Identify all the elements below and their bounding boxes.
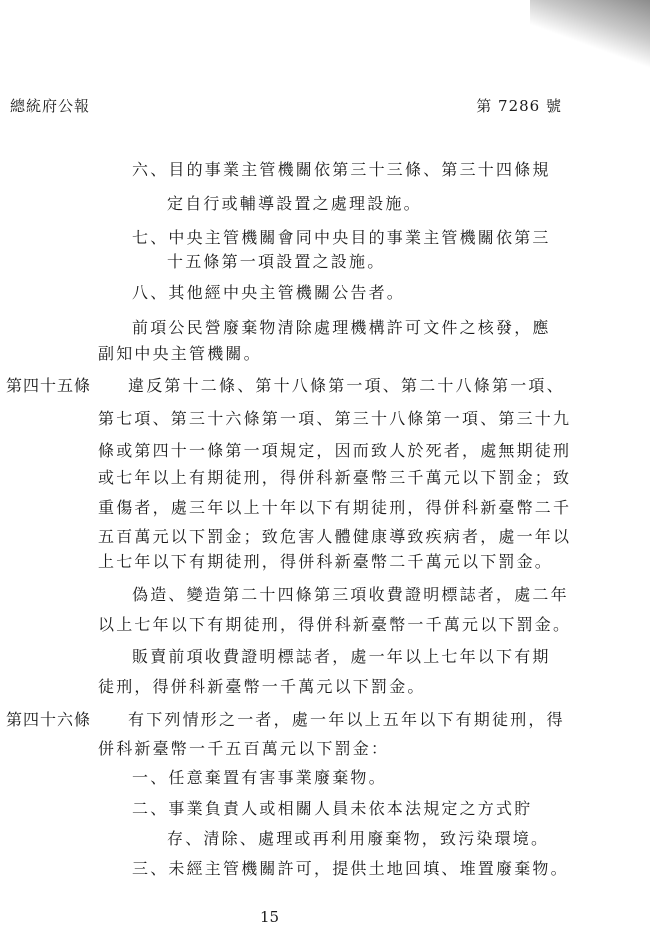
- text-line: 條或第四十一條第一項規定，因而致人於死者，處無期徒刑: [98, 441, 572, 460]
- article-46-heading: 第四十六條: [6, 710, 92, 729]
- text-line: 重傷者，處三年以上十年以下有期徒刑，得併科新臺幣二千: [98, 498, 572, 517]
- text-line: 偽造、變造第二十四條第三項收費證明標誌者，處二年: [132, 585, 569, 604]
- text-line: 併科新臺幣一千五百萬元以下罰金：: [98, 739, 390, 758]
- text-line: 五百萬元以下罰金；致危害人體健康導致疾病者，處一年以: [98, 527, 572, 546]
- text-line: 六、目的事業主管機關依第三十三條、第三十四條規: [132, 160, 551, 179]
- issue-number: 第 7286 號: [476, 97, 562, 115]
- text-line: 二、事業負責人或相關人員未依本法規定之方式貯: [132, 799, 533, 818]
- page-number: 15: [260, 908, 280, 926]
- text-line: 販賣前項收費證明標誌者，處一年以上七年以下有期: [132, 647, 551, 666]
- text-line: 第七項、第三十六條第一項、第三十八條第一項、第三十九: [98, 409, 572, 428]
- text-line: 定自行或輔導設置之處理設施。: [167, 194, 422, 213]
- text-line: 一、任意棄置有害事業廢棄物。: [132, 768, 387, 787]
- text-line: 前項公民營廢棄物清除處理機構許可文件之核發，應: [132, 318, 551, 337]
- text-line: 有下列情形之一者，處一年以上五年以下有期徒刑，得: [128, 710, 565, 729]
- text-line: 副知中央主管機關。: [98, 344, 262, 363]
- text-line: 八、其他經中央主管機關公告者。: [132, 283, 406, 302]
- gazette-title: 總統府公報: [10, 97, 91, 115]
- text-line: 十五條第一項設置之設施。: [167, 252, 386, 271]
- text-line: 上七年以下有期徒刑，得併科新臺幣二千萬元以下罰金。: [98, 552, 554, 571]
- article-45-heading: 第四十五條: [6, 376, 92, 395]
- text-line: 或七年以上有期徒刑，得併科新臺幣三千萬元以下罰金；致: [98, 468, 572, 487]
- text-line: 違反第十二條、第十八條第一項、第二十八條第一項、: [128, 376, 565, 395]
- text-line: 三、未經主管機關許可，提供土地回填、堆置廢棄物。: [132, 859, 569, 878]
- text-line: 七、中央主管機關會同中央目的事業主管機關依第三: [132, 228, 551, 247]
- text-line: 徒刑，得併科新臺幣一千萬元以下罰金。: [98, 677, 426, 696]
- text-line: 以上七年以下有期徒刑，得併科新臺幣一千萬元以下罰金。: [98, 615, 572, 634]
- text-line: 存、清除、處理或再利用廢棄物，致污染環境。: [167, 829, 550, 848]
- scan-corner-shadow: [530, 0, 650, 70]
